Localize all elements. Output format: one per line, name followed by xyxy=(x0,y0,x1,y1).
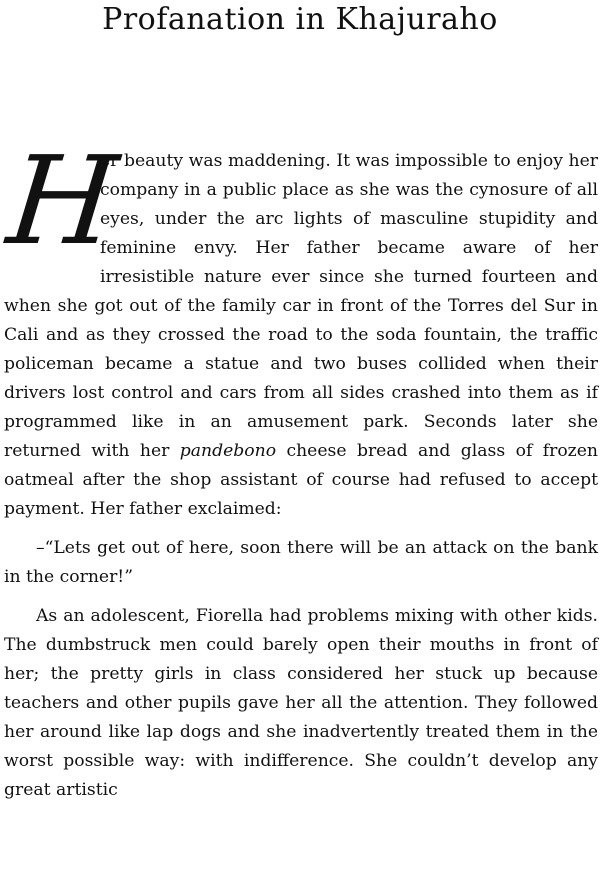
chapter-title: Profanation in Khajuraho xyxy=(102,2,498,37)
paragraph-3: As an adolescent, Fiorella had problems mixing with other kids. The dumbstruck men could barely open their mouths in front of her; the pretty girls in class considered her stuck up because teachers and other pupils gave her all the attention. They followed her around like lap dogs and she inadvertently treated them in the worst possible way: with indifference. She couldn’t develop any great artistic xyxy=(4,606,598,800)
paragraph-1-text: er beauty was maddening. It was impossible to enjoy her company in a public place as she was the cynosure of all eyes, under the arc lights of masculine stupidity and feminine envy. Her father became aware of her irresistible nature ever since she turned fourteen and when she got out of the family car in front of the Torres del Sur in Cali and as they crossed the road to the soda fountain, the traffic policeman became a statue and two buses collided when their drivers lost control and cars from all sides crashed into them as if programmed like in an amusement park. Seconds later she returned with her xyxy=(4,151,598,461)
paragraph-1 xyxy=(1,130,598,524)
drop-cap: H xyxy=(1,130,124,272)
paragraph-2: –“Lets get out of here, soon there will be an attack on the bank in the corner!” xyxy=(4,538,598,587)
italic-term: pandebono xyxy=(179,441,277,461)
paragraph-1-end: cheese bread and glass of frozen oatmeal after the shop assistant of course had refused to accept payment. Her father exclaimed: xyxy=(4,441,598,519)
chapter-body xyxy=(1,130,598,805)
